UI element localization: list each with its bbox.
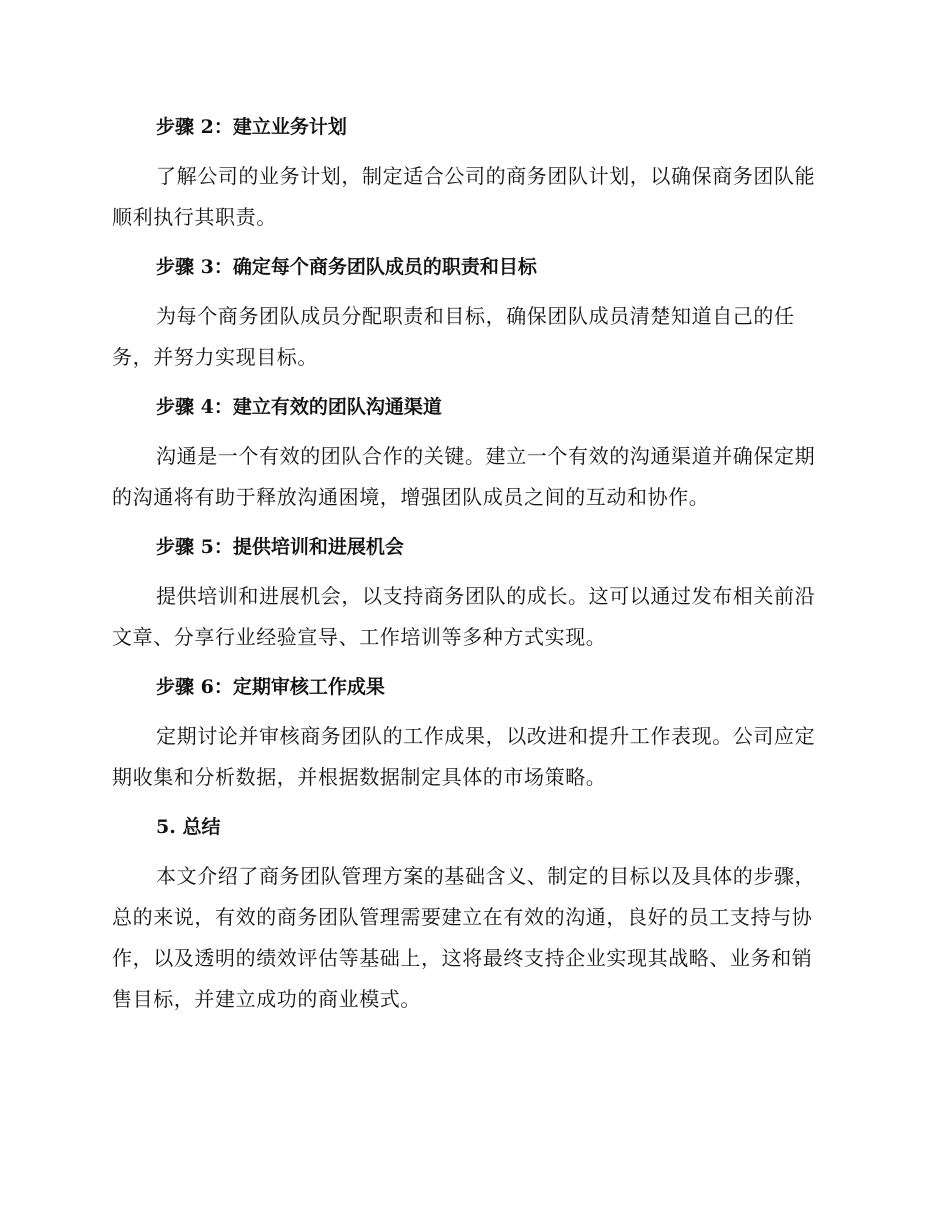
section-paragraph: 了解公司的业务计划，制定适合公司的商务团队计划，以确保商务团队能顺利执行其职责。 bbox=[112, 164, 816, 229]
section-summary bbox=[112, 812, 832, 1020]
section-paragraph: 沟通是一个有效的团队合作的关键。建立一个有效的沟通渠道并确保定期的沟通将有助于释放沟通困境，增强团队成员之间的互动和协作。 bbox=[112, 444, 816, 509]
section-heading: 步骤 2：建立业务计划 bbox=[156, 116, 347, 138]
section-paragraph: 为每个商务团队成员分配职责和目标，确保团队成员清楚知道自己的任务，并努力实现目标。 bbox=[112, 304, 795, 369]
section-heading: 步骤 6：定期审核工作成果 bbox=[156, 676, 385, 698]
section-step-6 bbox=[112, 672, 832, 798]
section-heading: 步骤 5：提供培训和进展机会 bbox=[156, 536, 404, 558]
section-heading: 步骤 4：建立有效的团队沟通渠道 bbox=[156, 396, 442, 418]
section-step-5 bbox=[112, 532, 832, 658]
section-paragraph: 定期讨论并审核商务团队的工作成果，以改进和提升工作表现。公司应定期收集和分析数据，并根据数据制定具体的市场策略。 bbox=[112, 724, 816, 789]
section-step-3 bbox=[112, 252, 832, 378]
section-paragraph: 提供培训和进展机会，以支持商务团队的成长。这可以通过发布相关前沿文章、分享行业经验宣导、工作培训等多种方式实现。 bbox=[112, 584, 816, 649]
section-step-4 bbox=[112, 392, 832, 518]
section-paragraph: 本文介绍了商务团队管理方案的基础含义、制定的目标以及具体的步骤，总的来说，有效的商务团队管理需要建立在有效的沟通，良好的员工支持与协作，以及透明的绩效评估等基础上，这将最终支持企业实现其战略、业务和销售目标，并建立成功的商业模式。 bbox=[112, 864, 816, 1011]
section-step-2 bbox=[112, 112, 832, 238]
section-heading: 步骤 3：确定每个商务团队成员的职责和目标 bbox=[156, 256, 537, 278]
document-content bbox=[112, 112, 832, 1034]
section-heading: 5. 总结 bbox=[156, 816, 221, 838]
